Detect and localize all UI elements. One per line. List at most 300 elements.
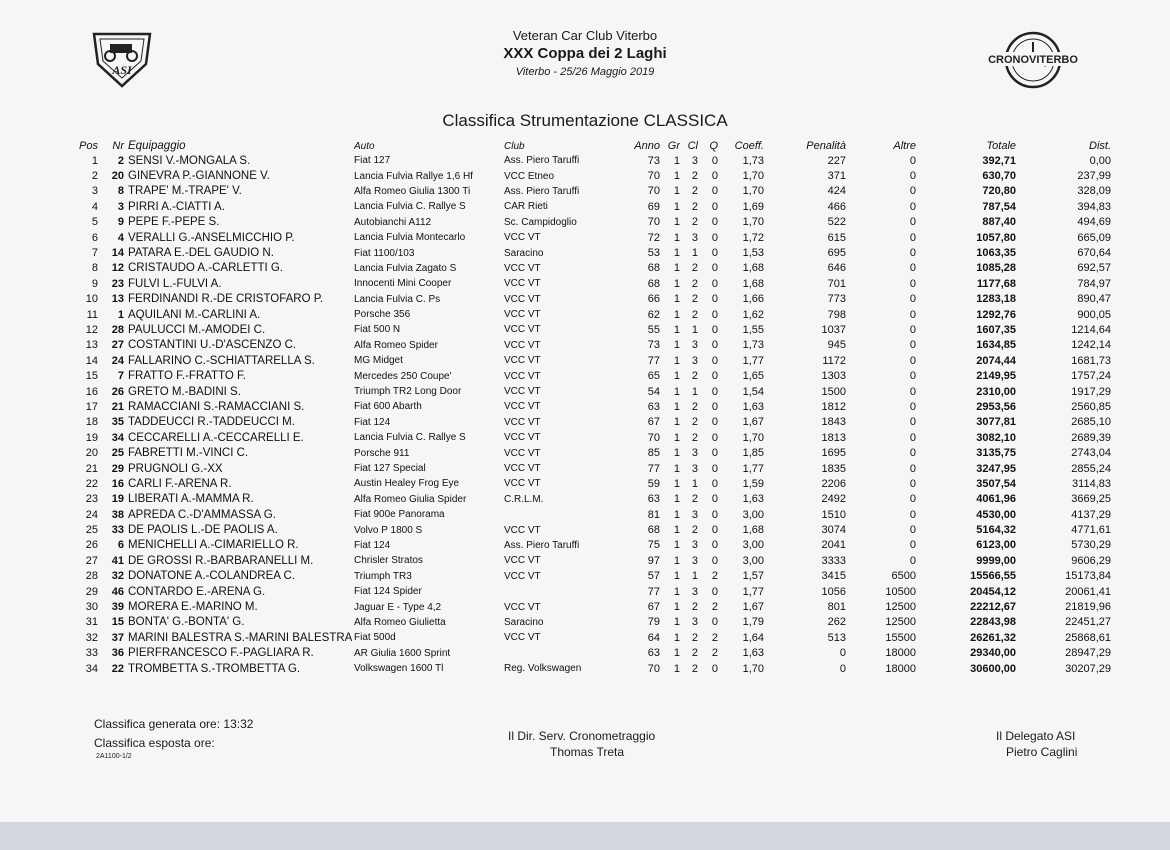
- cell-club: VCC VT: [504, 370, 541, 382]
- cell-year: 73: [647, 339, 660, 352]
- cell-crew: GRETO M.-BADINI S.: [128, 385, 241, 398]
- cell-coeff: 1,67: [742, 601, 764, 614]
- cell-coeff: 1,67: [742, 416, 764, 429]
- cell-class: 2: [691, 400, 698, 413]
- cell-car: Jaguar E - Type 4,2: [354, 601, 442, 613]
- cell-pos: 32: [85, 631, 98, 644]
- col-header-club: Club: [504, 140, 525, 152]
- cell-coeff: 1,64: [742, 631, 764, 644]
- cell-pos: 31: [85, 616, 98, 629]
- cell-car: Lancia Fulvia C. Ps: [354, 293, 441, 305]
- cell-other: 0: [909, 339, 916, 352]
- cell-q: 0: [711, 539, 718, 552]
- cell-pos: 2: [91, 170, 98, 183]
- ranking-title: Classifica Strumentazione CLASSICA: [442, 111, 728, 130]
- cell-nr: 19: [111, 493, 124, 506]
- cell-group: 1: [673, 308, 680, 321]
- table-row: [54, 615, 1111, 630]
- table-row: [54, 368, 1111, 383]
- cell-total: 29340,00: [970, 647, 1016, 660]
- cell-year: 69: [647, 200, 660, 213]
- cell-distance: 3669,25: [1071, 493, 1111, 506]
- cell-q: 0: [711, 370, 718, 383]
- cell-pos: 29: [85, 585, 98, 598]
- table-row: [54, 307, 1111, 322]
- cell-pos: 22: [85, 477, 98, 490]
- cell-distance: 30207,29: [1065, 662, 1111, 675]
- table-row: [54, 184, 1111, 199]
- cell-year: 54: [647, 385, 660, 398]
- cell-distance: 237,99: [1077, 170, 1111, 183]
- table-row: [54, 245, 1111, 260]
- cell-distance: 1681,73: [1071, 354, 1111, 367]
- cell-car: Fiat 500 N: [354, 324, 401, 336]
- cell-car: MG Midget: [354, 355, 403, 367]
- director-name: Thomas Treta: [550, 745, 625, 759]
- cronoviterbo-logo-text: CRONOVITERBO: [988, 54, 1078, 66]
- table-row: [54, 599, 1111, 614]
- cell-coeff: 1,70: [742, 170, 764, 183]
- cell-distance: 665,09: [1077, 231, 1111, 244]
- cell-coeff: 3,00: [742, 554, 764, 567]
- cell-class: 2: [691, 601, 698, 614]
- cell-penalty: 1812: [821, 400, 846, 413]
- cell-class: 2: [691, 647, 698, 660]
- cell-penalty: 3415: [821, 570, 846, 583]
- cell-distance: 494,69: [1077, 216, 1111, 229]
- cell-q: 0: [711, 477, 718, 490]
- cell-club: VCC VT: [504, 386, 541, 398]
- cell-total: 20454,12: [970, 585, 1016, 598]
- cell-pos: 4: [91, 200, 98, 213]
- cell-class: 2: [691, 662, 698, 675]
- cell-nr: 14: [111, 247, 124, 260]
- cell-total: 9999,00: [976, 554, 1016, 567]
- cell-distance: 1214,64: [1071, 323, 1111, 336]
- cell-pos: 25: [85, 524, 98, 537]
- cell-pos: 11: [86, 308, 98, 321]
- cell-club: VCC VT: [504, 293, 541, 305]
- cell-class: 3: [691, 154, 698, 167]
- cell-penalty: 1843: [821, 416, 846, 429]
- cell-q: 0: [711, 231, 718, 244]
- cell-class: 2: [691, 631, 698, 644]
- table-row: [54, 553, 1111, 568]
- cell-other: 0: [909, 400, 916, 413]
- cell-year: 57: [647, 570, 660, 583]
- cell-pos: 3: [91, 185, 98, 198]
- cell-other: 0: [909, 539, 916, 552]
- cell-club: VCC VT: [504, 355, 541, 367]
- cell-group: 1: [673, 447, 680, 460]
- results-table: [54, 139, 1111, 676]
- cell-year: 68: [647, 262, 660, 275]
- cell-nr: 22: [111, 662, 124, 675]
- cell-other: 18000: [885, 647, 916, 660]
- cell-nr: 41: [111, 554, 124, 567]
- col-header-q: Q: [709, 140, 718, 152]
- cell-pos: 28: [85, 570, 98, 583]
- cell-car: Alfa Romeo Spider: [354, 339, 438, 351]
- cell-total: 887,40: [982, 216, 1016, 229]
- event-place-date: Viterbo - 25/26 Maggio 2019: [515, 66, 655, 78]
- cell-other: 0: [909, 277, 916, 290]
- cell-year: 70: [647, 216, 660, 229]
- cell-club: [504, 507, 632, 522]
- cell-car: Porsche 911: [354, 447, 410, 459]
- cell-penalty: 646: [827, 262, 846, 275]
- cell-q: 0: [711, 508, 718, 521]
- cell-pos: 33: [85, 647, 98, 660]
- table-row: [54, 415, 1111, 430]
- cell-nr: 37: [111, 631, 124, 644]
- cell-club: VCC VT: [504, 262, 541, 274]
- cell-crew: DE GROSSI R.-BARBARANELLI M.: [128, 554, 314, 567]
- cell-coeff: 1,69: [742, 200, 764, 213]
- cell-car: Alfa Romeo Giulia 1300 Ti: [354, 185, 471, 197]
- cell-coeff: 1,77: [742, 354, 764, 367]
- cell-q: 2: [711, 647, 718, 660]
- col-header-nr: Nr: [112, 140, 124, 152]
- cell-pos: 6: [91, 231, 98, 244]
- cell-class: 1: [691, 570, 698, 583]
- cell-car: Mercedes 250 Coupe': [354, 370, 452, 382]
- cell-car: Triumph TR2 Long Door: [354, 386, 462, 398]
- cell-pos: 16: [85, 385, 98, 398]
- cell-penalty: 2492: [821, 493, 846, 506]
- cell-car: Fiat 900e Panorama: [354, 509, 445, 521]
- cell-total: 4530,00: [976, 508, 1016, 521]
- cell-club: VCC VT: [504, 463, 541, 474]
- cell-year: 72: [647, 231, 660, 244]
- delegate-title: Il Delegato ASI: [996, 729, 1076, 743]
- cell-penalty: 371: [827, 170, 846, 183]
- cell-q: 0: [711, 416, 718, 429]
- cell-q: 0: [711, 293, 718, 306]
- cell-q: 0: [711, 462, 718, 475]
- event-title: XXX Coppa dei 2 Laghi: [503, 45, 667, 62]
- cell-year: 79: [647, 616, 660, 629]
- cell-distance: 28947,29: [1065, 647, 1111, 660]
- cell-nr: 35: [111, 416, 124, 429]
- cell-year: 64: [647, 631, 660, 644]
- cell-coeff: 1,65: [742, 370, 764, 383]
- cell-total: 1607,35: [976, 323, 1016, 336]
- cell-year: 55: [647, 323, 660, 336]
- cell-penalty: 522: [827, 216, 846, 229]
- cell-car: Fiat 127: [354, 155, 391, 167]
- cell-penalty: 695: [827, 247, 846, 260]
- table-row: [54, 353, 1111, 368]
- cell-class: 3: [691, 585, 698, 598]
- cell-other: 0: [909, 231, 916, 244]
- cell-other: 0: [909, 431, 916, 444]
- cell-crew: MENICHELLI A.-CIMARIELLO R.: [128, 539, 299, 552]
- cell-coeff: 1,59: [742, 477, 764, 490]
- cell-penalty: 1172: [822, 354, 846, 367]
- cell-distance: 692,57: [1077, 262, 1111, 275]
- cell-crew: PATARA E.-DEL GAUDIO N.: [128, 247, 274, 260]
- cell-year: 53: [647, 247, 660, 260]
- cell-penalty: 0: [839, 662, 846, 675]
- cell-car: Autobianchi A112: [354, 216, 432, 228]
- cell-penalty: 3074: [821, 524, 846, 537]
- cell-year: 85: [647, 447, 660, 460]
- cell-group: 1: [673, 647, 680, 660]
- cell-group: 1: [673, 539, 680, 552]
- cell-penalty: 1695: [821, 447, 846, 460]
- cell-year: 63: [647, 400, 660, 413]
- cell-q: 0: [711, 354, 718, 367]
- cell-distance: 0,00: [1089, 154, 1111, 167]
- cell-q: 0: [711, 323, 718, 336]
- cell-group: 1: [673, 601, 680, 614]
- cell-distance: 784,97: [1077, 277, 1111, 290]
- cell-distance: 1242,14: [1071, 339, 1111, 352]
- cell-q: 0: [711, 524, 718, 537]
- cell-total: 26261,32: [970, 631, 1016, 644]
- cell-crew: BONTA' G.-BONTA' G.: [128, 616, 245, 629]
- cell-class: 2: [691, 370, 698, 383]
- cell-class: 2: [691, 170, 698, 183]
- scan-bottom-edge: [0, 822, 1170, 850]
- results-body: [54, 153, 1111, 676]
- col-header-distance: Dist.: [1089, 140, 1111, 152]
- cell-penalty: 424: [827, 185, 846, 198]
- cell-pos: 1: [91, 154, 98, 167]
- cell-penalty: 2206: [821, 477, 846, 490]
- cell-other: 6500: [891, 570, 916, 583]
- cell-coeff: 1,72: [742, 231, 764, 244]
- cell-car: AR Giulia 1600 Sprint: [354, 647, 451, 659]
- cell-nr: 15: [111, 616, 124, 629]
- cell-group: 1: [673, 554, 680, 567]
- cell-total: 4061,96: [976, 493, 1016, 506]
- cell-pos: 21: [85, 462, 98, 475]
- cell-other: 0: [909, 385, 916, 398]
- cell-year: 68: [647, 277, 660, 290]
- cell-year: 65: [647, 370, 660, 383]
- cell-group: 1: [673, 262, 680, 275]
- cell-crew: DE PAOLIS L.-DE PAOLIS A.: [128, 524, 278, 537]
- cell-group: 1: [673, 154, 680, 167]
- cell-coeff: 1,62: [742, 308, 764, 321]
- cell-group: 1: [673, 277, 680, 290]
- cell-q: 0: [711, 277, 718, 290]
- cell-car: Alfa Romeo Giulia Spider: [354, 493, 467, 505]
- table-row: [54, 292, 1111, 307]
- cell-pos: 12: [85, 323, 98, 336]
- cell-other: 0: [909, 493, 916, 506]
- cell-q: 0: [711, 400, 718, 413]
- cell-q: 0: [711, 247, 718, 260]
- cell-class: 3: [691, 508, 698, 521]
- cell-coeff: 1,68: [742, 277, 764, 290]
- cell-total: 5164,32: [976, 524, 1016, 537]
- cell-q: 0: [711, 447, 718, 460]
- cell-pos: 18: [85, 416, 98, 429]
- cell-distance: 670,64: [1077, 247, 1111, 260]
- col-header-class: Cl: [687, 140, 698, 152]
- cell-q: 0: [711, 585, 718, 598]
- cell-crew: FULVI L.-FULVI A.: [128, 277, 222, 290]
- cell-total: 3077,81: [976, 416, 1016, 429]
- cell-pos: 8: [91, 262, 98, 275]
- cell-crew: RAMACCIANI S.-RAMACCIANI S.: [128, 400, 305, 413]
- table-row: [54, 276, 1111, 291]
- cell-year: 63: [647, 493, 660, 506]
- cell-total: 2149,95: [976, 370, 1016, 383]
- cell-coeff: 1,77: [742, 585, 764, 598]
- cell-group: 1: [673, 170, 680, 183]
- cell-group: 1: [673, 662, 680, 675]
- cell-crew: TRAPE' M.-TRAPE' V.: [128, 185, 242, 198]
- cell-coeff: 1,63: [742, 493, 764, 506]
- cell-crew: PAULUCCI M.-AMODEI C.: [128, 323, 266, 336]
- cell-other: 0: [909, 154, 916, 167]
- cell-group: 1: [673, 431, 680, 444]
- cell-group: 1: [673, 416, 680, 429]
- table-row: [54, 168, 1111, 183]
- cell-q: 2: [711, 631, 718, 644]
- cell-pos: 23: [85, 493, 98, 506]
- cell-nr: 46: [111, 585, 124, 598]
- cell-crew: FABRETTI M.-VINCI C.: [128, 447, 249, 460]
- cell-car: Lancia Fulvia C. Rallye S: [354, 201, 466, 213]
- cell-club: Saracino: [504, 247, 544, 259]
- cell-pos: 17: [85, 400, 98, 413]
- cell-distance: 890,47: [1077, 293, 1111, 306]
- cell-q: 0: [711, 554, 718, 567]
- cell-crew: APREDA C.-D'AMMASSA G.: [128, 508, 276, 521]
- table-row: [54, 661, 1111, 676]
- table-row: [54, 199, 1111, 214]
- cell-other: 0: [909, 216, 916, 229]
- cell-distance: 2855,24: [1071, 462, 1111, 475]
- table-row: [54, 322, 1111, 337]
- cell-group: 1: [673, 400, 680, 413]
- cell-club: Ass. Piero Taruffi: [504, 185, 580, 197]
- cell-total: 15566,55: [970, 570, 1016, 583]
- cell-total: 6123,00: [976, 539, 1016, 552]
- cell-class: 2: [691, 416, 698, 429]
- col-header-pos: Pos: [79, 140, 98, 152]
- cell-coeff: 1,85: [742, 447, 764, 460]
- cell-other: 0: [909, 447, 916, 460]
- cell-penalty: 2041: [821, 539, 846, 552]
- cell-class: 2: [691, 200, 698, 213]
- cell-coeff: 1,68: [742, 262, 764, 275]
- cell-other: 15500: [885, 631, 916, 644]
- cell-penalty: 262: [827, 616, 846, 629]
- cell-crew: LIBERATI A.-MAMMA R.: [128, 493, 254, 506]
- cell-nr: 25: [111, 447, 124, 460]
- cell-other: 0: [909, 262, 916, 275]
- col-header-penalty: Penalità: [806, 140, 846, 152]
- cell-club: VCC VT: [504, 632, 541, 644]
- cell-pos: 26: [85, 539, 98, 552]
- cell-other: 0: [909, 200, 916, 213]
- cell-class: 3: [691, 462, 698, 475]
- cell-group: 1: [673, 247, 680, 260]
- cell-total: 392,71: [982, 154, 1016, 167]
- cell-crew: FERDINANDI R.-DE CRISTOFARO P.: [128, 293, 324, 306]
- cell-year: 70: [647, 662, 660, 675]
- cell-penalty: 513: [827, 631, 846, 644]
- cell-year: 62: [647, 308, 660, 321]
- cell-penalty: 1037: [821, 323, 846, 336]
- cell-other: 0: [909, 170, 916, 183]
- cell-distance: 1917,29: [1071, 385, 1111, 398]
- cell-class: 3: [691, 616, 698, 629]
- cell-club: VCC VT: [504, 478, 541, 490]
- cell-class: 3: [691, 447, 698, 460]
- cell-other: 0: [909, 354, 916, 367]
- cell-penalty: 466: [827, 200, 846, 213]
- cell-q: 0: [711, 385, 718, 398]
- col-header-car: Auto: [354, 140, 375, 152]
- cell-class: 2: [691, 431, 698, 444]
- cell-pos: 9: [91, 277, 98, 290]
- cell-year: 73: [647, 154, 660, 167]
- table-row: [54, 538, 1111, 553]
- delegate-name: Pietro Caglini: [1006, 745, 1078, 759]
- cell-club: VCC VT: [504, 278, 541, 290]
- cell-crew: SENSI V.-MONGALA S.: [128, 154, 251, 167]
- col-header-group: Gr: [667, 140, 680, 152]
- cell-other: 0: [909, 508, 916, 521]
- cell-year: 59: [647, 477, 660, 490]
- cell-car: Lancia Fulvia Montecarlo: [354, 232, 466, 244]
- cell-car: Fiat 500d: [354, 632, 396, 644]
- table-row: [54, 153, 1111, 168]
- cell-q: 0: [711, 431, 718, 444]
- table-header-row: [54, 139, 1111, 153]
- cell-pos: 34: [85, 662, 98, 675]
- table-row: [54, 261, 1111, 276]
- generated-time: Classifica generata ore: 13:32: [94, 717, 254, 731]
- cell-club: VCC VT: [504, 555, 541, 567]
- cell-total: 2310,00: [976, 385, 1016, 398]
- cell-class: 3: [691, 554, 698, 567]
- cell-crew: CONTARDO E.-ARENA G.: [128, 585, 266, 598]
- cell-car: Lancia Fulvia C. Rallye S: [354, 432, 466, 444]
- table-row: [54, 338, 1111, 353]
- cell-other: 0: [909, 370, 916, 383]
- cell-crew: MARINI BALESTRA S.-MARINI BALESTRA: [128, 631, 353, 644]
- cell-class: 3: [691, 354, 698, 367]
- cell-q: 2: [711, 570, 718, 583]
- cell-total: 1634,85: [976, 339, 1016, 352]
- cell-group: 1: [673, 216, 680, 229]
- cell-crew: COSTANTINI U.-D'ASCENZO C.: [128, 339, 297, 352]
- cell-class: 2: [691, 308, 698, 321]
- cell-car: Fiat 124: [354, 416, 391, 428]
- table-row: [54, 384, 1111, 399]
- cell-club: VCC VT: [504, 339, 541, 351]
- cell-club: Ass. Piero Taruffi: [504, 155, 580, 167]
- cell-coeff: 1,79: [742, 616, 764, 629]
- cell-nr: 4: [117, 231, 124, 244]
- club-name: Veteran Car Club Viterbo: [512, 28, 658, 43]
- cell-distance: 5730,29: [1071, 539, 1111, 552]
- cell-club: VCC VT: [504, 432, 541, 444]
- cell-club: Saracino: [504, 616, 544, 628]
- cell-coeff: 1,77: [742, 462, 764, 475]
- cell-other: 12500: [885, 601, 916, 614]
- cell-nr: 29: [111, 462, 124, 475]
- cell-nr: 21: [111, 400, 124, 413]
